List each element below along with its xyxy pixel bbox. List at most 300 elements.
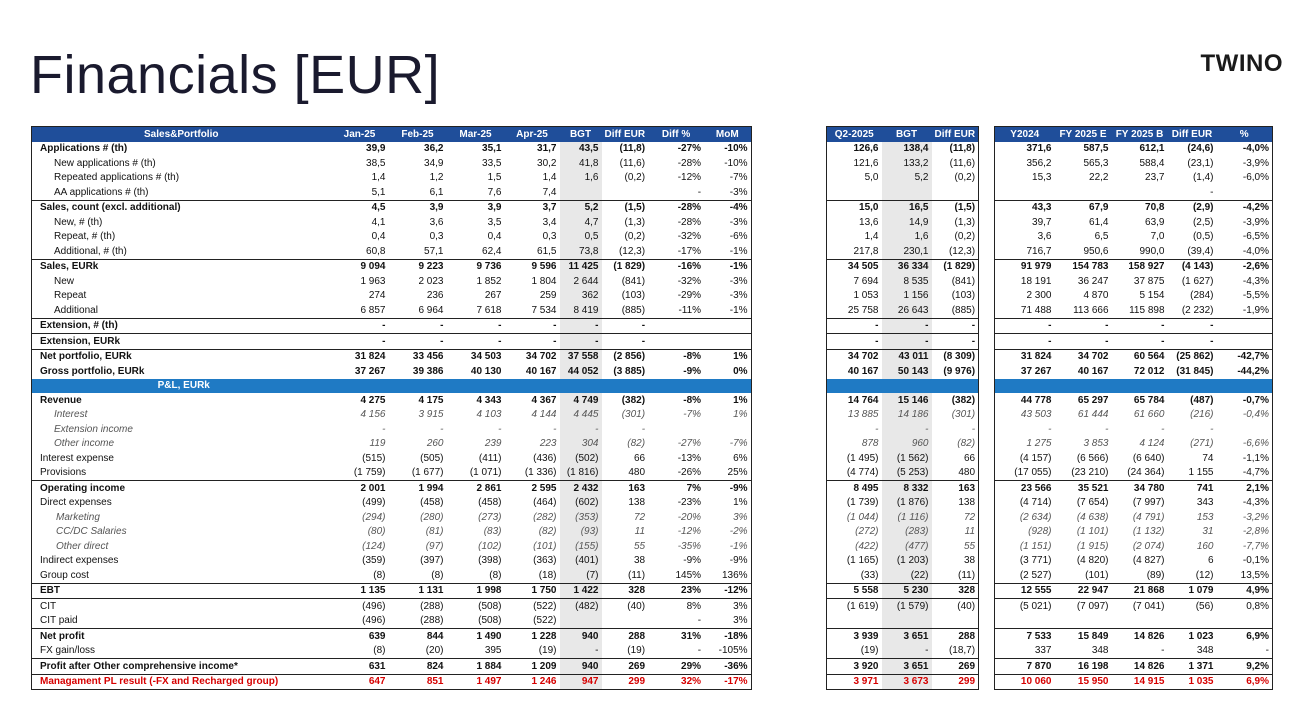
table-cell: 15 950 xyxy=(1055,674,1112,690)
table-cell: 356,2 xyxy=(1026,157,1052,169)
table-cell: -3,9% xyxy=(1242,157,1269,169)
table-cell: (5 021) xyxy=(995,599,1055,614)
table-cell: 7 618 xyxy=(476,304,502,316)
table-cell: 39,9 xyxy=(366,143,386,155)
table-cell: (602) xyxy=(560,496,602,511)
table-cell: (17 055) xyxy=(1014,467,1052,479)
table-cell: (11,6) xyxy=(949,157,976,169)
table-cell: 1% xyxy=(733,497,748,509)
table-row xyxy=(827,629,979,644)
table-cell: (382) xyxy=(951,394,976,406)
table-cell: (280) xyxy=(420,511,444,523)
table-cell: (80) xyxy=(367,526,386,538)
table-cell: (928) xyxy=(1028,526,1052,538)
table-cell xyxy=(932,185,979,200)
table-cell xyxy=(1112,379,1168,394)
table-cell xyxy=(602,614,649,629)
table-cell: 138 xyxy=(958,497,976,509)
table-cell: (101) xyxy=(533,540,557,552)
table-cell: - xyxy=(882,318,932,334)
table-row xyxy=(32,422,752,437)
table-cell: (885) xyxy=(621,304,646,316)
table-cell: 1 209 xyxy=(505,659,560,675)
table-cell: 2 300 xyxy=(1026,290,1052,302)
table-cell: 55 xyxy=(633,540,646,552)
table-cell: 267 xyxy=(484,290,502,302)
table-cell xyxy=(882,614,932,629)
table-cell: -10% xyxy=(724,143,748,155)
table-cell: 44 778 xyxy=(1020,394,1052,406)
table-cell: 9,2% xyxy=(1217,659,1273,675)
table-cell: 133,2 xyxy=(882,156,932,171)
table-row xyxy=(827,437,979,452)
table-cell: (522) xyxy=(533,615,557,627)
table-cell: 1,2 xyxy=(429,172,444,184)
table-cell: - xyxy=(505,318,560,334)
table-cell: (1,3) xyxy=(954,216,976,228)
table-cell: 223 xyxy=(539,438,557,450)
table-cell: (273) xyxy=(478,511,502,523)
table-cell: 40 130 xyxy=(470,365,502,377)
table-cell: 1 131 xyxy=(389,583,447,599)
table-row xyxy=(995,496,1273,511)
table-cell: 239 xyxy=(484,438,502,450)
table-cell: 8 332 xyxy=(882,481,932,496)
table-cell: (101) xyxy=(1085,569,1109,581)
table-cell: 1,4 xyxy=(371,172,386,184)
table-cell: 6 xyxy=(1207,555,1214,567)
table-cell: -9% xyxy=(729,555,748,567)
table-cell: (11,8) xyxy=(619,143,646,155)
table-cell: - xyxy=(932,318,979,334)
table-cell: 3 920 xyxy=(827,659,882,675)
table-cell: 230,1 xyxy=(882,244,932,259)
table-cell: -3% xyxy=(729,186,748,198)
row-label: New, # (th) xyxy=(54,216,103,228)
table-cell: 5,2 xyxy=(560,200,602,215)
table-row xyxy=(827,599,979,614)
table-cell: (4 774) xyxy=(846,467,879,479)
table-cell: (487) xyxy=(1190,394,1214,406)
t3-col-header: FY 2025 B xyxy=(1112,127,1168,142)
table-cell: -4,3% xyxy=(1242,497,1269,509)
table-cell: (22) xyxy=(882,568,932,583)
table-row xyxy=(827,303,979,318)
table-row xyxy=(32,599,752,614)
table-cell: -9% xyxy=(704,481,751,496)
table-cell: 14 826 xyxy=(1112,659,1168,675)
table-cell: 0,5 xyxy=(560,230,602,245)
table-cell: 647 xyxy=(331,674,389,690)
table-cell xyxy=(995,185,1055,200)
table-cell: (23 210) xyxy=(1071,467,1109,479)
table-cell: 72 xyxy=(963,511,976,523)
table-cell: -5,5% xyxy=(1242,290,1269,302)
table-cell xyxy=(1217,614,1273,629)
table-cell: 5,0 xyxy=(864,172,879,184)
table-cell xyxy=(648,334,704,350)
table-cell: 160 xyxy=(1196,540,1214,552)
table-cell: 348 xyxy=(1196,645,1214,657)
table-cell: 3,5 xyxy=(487,216,502,228)
table-cell: 8% xyxy=(648,599,704,614)
table-row xyxy=(32,156,752,171)
table-cell: (19) xyxy=(627,645,646,657)
table-cell: 115 898 xyxy=(1129,304,1165,316)
table-cell xyxy=(1112,185,1168,200)
table-cell: (12,3) xyxy=(948,245,976,257)
table-cell: -42,7% xyxy=(1217,349,1273,364)
table-cell: 1% xyxy=(704,349,751,364)
table-cell: 274 xyxy=(368,290,386,302)
table-cell: (397) xyxy=(420,555,444,567)
table-cell: -44,2% xyxy=(1237,365,1269,377)
table-cell: (8) xyxy=(489,569,502,581)
table-cell xyxy=(560,614,602,629)
table-cell: (1 579) xyxy=(882,599,932,614)
table-cell: 3,6 xyxy=(1037,231,1052,243)
company-logo: TWINO xyxy=(1200,50,1283,77)
table-cell: -12% xyxy=(677,526,702,538)
table-cell: 72 012 xyxy=(1133,365,1165,377)
table-cell: 65 784 xyxy=(1133,394,1165,406)
table-cell: (103) xyxy=(951,290,976,302)
row-label: FX gain/loss xyxy=(40,645,96,657)
table-cell: (411) xyxy=(478,452,502,464)
table-row xyxy=(827,364,979,379)
t1-col-header: Diff % xyxy=(648,127,704,142)
t1-col-header: Jan-25 xyxy=(331,127,389,142)
table-cell: 9 596 xyxy=(505,259,560,274)
table-cell: - xyxy=(447,334,505,350)
table-cell: 35 521 xyxy=(1055,481,1112,496)
table-row xyxy=(995,481,1273,496)
table-cell: 13,5% xyxy=(1240,569,1269,581)
table-row xyxy=(827,451,979,466)
table-cell: 1,4 xyxy=(864,231,879,243)
table-cell: 299 xyxy=(932,674,979,690)
table-cell: - xyxy=(331,334,389,350)
table-cell: - xyxy=(560,422,602,437)
table-cell: 2 001 xyxy=(331,481,389,496)
table-cell: 41,8 xyxy=(560,156,602,171)
table-cell: (359) xyxy=(362,555,386,567)
table-cell: -4,7% xyxy=(1242,467,1269,479)
table-cell: 1 275 xyxy=(1026,438,1052,450)
row-label: EBT xyxy=(32,583,331,599)
table-row xyxy=(32,200,752,215)
table-row xyxy=(995,659,1273,675)
table-cell: (7 654) xyxy=(1076,497,1109,509)
row-label: Marketing xyxy=(56,511,100,523)
table-cell: 2 595 xyxy=(505,481,560,496)
table-cell: - xyxy=(882,334,932,350)
t3-col-header: FY 2025 E xyxy=(1055,127,1112,142)
table-row xyxy=(995,644,1273,659)
table-cell: (31 845) xyxy=(1176,365,1214,377)
table-cell: 138 xyxy=(628,497,646,509)
table-cell: 3,9 xyxy=(389,200,447,215)
table-cell: 1 750 xyxy=(505,583,560,599)
table-cell: (496) xyxy=(331,599,389,614)
table-cell: -4% xyxy=(704,200,751,215)
quarter-header-row xyxy=(827,127,979,142)
table-cell: 38 xyxy=(963,555,976,567)
table-cell: 5 154 xyxy=(1139,290,1165,302)
row-label: AA applications # (th) xyxy=(54,186,149,198)
table-cell: -7% xyxy=(729,172,748,184)
row-label: Interest xyxy=(54,409,88,421)
table-cell: 3,7 xyxy=(505,200,560,215)
table-cell: -9% xyxy=(683,555,702,567)
table-row xyxy=(32,614,752,629)
table-row xyxy=(32,185,752,200)
table-cell: - xyxy=(1048,423,1052,435)
table-cell: 66 xyxy=(633,452,646,464)
table-cell: 9 094 xyxy=(331,259,389,274)
table-cell: - xyxy=(560,334,602,350)
t1-col-header: BGT xyxy=(560,127,602,142)
table-cell: 72 xyxy=(633,511,646,523)
table-row xyxy=(995,259,1273,274)
table-cell xyxy=(882,185,932,200)
table-cell: 11 xyxy=(964,526,976,538)
table-cell: (272) xyxy=(855,526,879,538)
table-cell: (1 876) xyxy=(882,496,932,511)
table-cell: -26% xyxy=(677,467,702,479)
table-cell: 163 xyxy=(932,481,979,496)
table-cell: 639 xyxy=(331,629,389,644)
row-label: Gross portfolio, EURk xyxy=(40,365,145,377)
table-cell: (7 097) xyxy=(1055,599,1112,614)
table-row xyxy=(827,230,979,245)
table-row xyxy=(827,259,979,274)
table-row xyxy=(827,274,979,289)
table-cell: -23% xyxy=(677,497,702,509)
table-cell: 6,1 xyxy=(429,186,444,198)
table-cell: (1 627) xyxy=(1181,275,1214,287)
table-cell: (1 759) xyxy=(353,467,386,479)
table-cell: 4,5 xyxy=(331,200,389,215)
table-cell: 65 297 xyxy=(1077,394,1109,406)
table-cell xyxy=(704,379,751,394)
row-label: Indirect expenses xyxy=(40,555,119,567)
table-cell: 6% xyxy=(733,452,748,464)
table-cell xyxy=(602,379,649,394)
table-cell: -36% xyxy=(704,659,751,675)
table-cell: 1,6 xyxy=(560,171,602,186)
table-cell: 57,1 xyxy=(424,245,444,257)
table-row xyxy=(32,629,752,644)
table-row xyxy=(32,318,752,334)
row-label: Managament PL result (-FX and Recharged group) xyxy=(32,674,331,690)
table-cell: 12 555 xyxy=(995,583,1055,599)
table-cell: 9 223 xyxy=(389,259,447,274)
table-cell: 960 xyxy=(882,437,932,452)
table-cell: 3,6 xyxy=(429,216,444,228)
table-cell: -1% xyxy=(729,304,748,316)
table-cell: - xyxy=(1105,423,1109,435)
table-cell: - xyxy=(932,334,979,350)
table-cell xyxy=(1217,318,1273,334)
table-cell: 25 758 xyxy=(847,304,879,316)
table-cell: - xyxy=(331,318,389,334)
table-cell: 741 xyxy=(1168,481,1217,496)
table-cell xyxy=(704,318,751,334)
table-cell: 119 xyxy=(369,438,386,450)
t3-col-header: Diff EUR xyxy=(1168,127,1217,142)
table-cell xyxy=(1217,422,1273,437)
row-label: Sales, count (excl. additional) xyxy=(32,200,331,215)
table-cell: 126,6 xyxy=(853,143,879,155)
table-row xyxy=(995,185,1273,200)
table-cell: (82) xyxy=(957,438,976,450)
table-cell: 60 564 xyxy=(1112,349,1168,364)
table-cell: 4 156 xyxy=(360,409,386,421)
table-cell: (82) xyxy=(538,526,557,538)
table-cell: - xyxy=(382,423,386,435)
table-cell: (12) xyxy=(1195,569,1214,581)
table-cell: 1 228 xyxy=(505,629,560,644)
table-cell: 23% xyxy=(648,583,704,599)
row-label: Repeated applications # (th) xyxy=(54,172,180,184)
table-cell: 7,4 xyxy=(542,186,557,198)
table-cell: - xyxy=(505,334,560,350)
table-cell: -0,4% xyxy=(1242,409,1269,421)
table-cell: 34 503 xyxy=(447,349,505,364)
table-cell: 36,2 xyxy=(424,143,444,155)
table-cell: (24,6) xyxy=(1187,143,1214,155)
table-cell: (4 820) xyxy=(1076,555,1109,567)
table-cell: 328 xyxy=(602,583,649,599)
table-row xyxy=(827,393,979,408)
table-cell: - xyxy=(389,318,447,334)
table-cell: -4,0% xyxy=(1242,143,1269,155)
table-cell: 4 445 xyxy=(560,408,602,423)
yearly-table xyxy=(994,126,1273,690)
table-cell: (1 336) xyxy=(524,467,557,479)
table-cell: -3,9% xyxy=(1242,216,1269,228)
table-cell: 1% xyxy=(733,394,748,406)
table-cell: - xyxy=(827,334,882,350)
table-cell: 18 191 xyxy=(1020,275,1052,287)
table-cell: - xyxy=(1055,318,1112,334)
table-row xyxy=(995,568,1273,583)
table-row xyxy=(32,303,752,318)
table-row xyxy=(827,171,979,186)
table-row xyxy=(827,525,979,540)
table-cell: 74 xyxy=(1202,452,1214,464)
table-row xyxy=(827,215,979,230)
table-row xyxy=(995,200,1273,215)
table-cell: (7 997) xyxy=(1132,497,1165,509)
table-cell: - xyxy=(827,318,882,334)
table-cell: 1 852 xyxy=(476,275,502,287)
table-row xyxy=(995,349,1273,364)
row-label: Other income xyxy=(54,438,115,450)
table-cell: 480 xyxy=(628,467,646,479)
table-row xyxy=(827,200,979,215)
table-cell: 8 419 xyxy=(560,303,602,318)
table-cell: 23,7 xyxy=(1145,172,1165,184)
table-cell: 7 534 xyxy=(531,304,557,316)
table-row xyxy=(827,674,979,690)
table-cell: 7 870 xyxy=(995,659,1055,675)
table-cell: (5 253) xyxy=(882,466,932,481)
table-cell: (11,8) xyxy=(949,143,976,155)
table-cell: -4,0% xyxy=(1242,245,1269,257)
table-cell: 3% xyxy=(733,615,748,627)
table-cell: 2,1% xyxy=(1217,481,1273,496)
table-cell: -3% xyxy=(729,290,748,302)
t3-col-header: Y2024 xyxy=(995,127,1055,142)
table-cell: 3,4 xyxy=(542,216,557,228)
table-row xyxy=(32,349,752,364)
table-cell: -4,3% xyxy=(1242,275,1269,287)
table-cell: -1,9% xyxy=(1242,304,1269,316)
table-cell: 343 xyxy=(1196,497,1214,509)
row-label: Applications # (th) xyxy=(40,143,128,155)
table-cell: 39 386 xyxy=(412,365,444,377)
row-label: CIT xyxy=(32,599,331,614)
table-cell: 14 186 xyxy=(882,408,932,423)
table-cell: 61 444 xyxy=(1077,409,1109,421)
table-cell: 480 xyxy=(958,467,976,479)
t2-col-header: Diff EUR xyxy=(932,127,979,142)
table-cell: 4 144 xyxy=(531,409,557,421)
table-cell: 31% xyxy=(648,629,704,644)
table-row xyxy=(32,583,752,599)
table-cell: 3% xyxy=(733,511,748,523)
table-cell: 163 xyxy=(602,481,649,496)
table-cell: -0,7% xyxy=(1242,394,1269,406)
table-cell: (7 041) xyxy=(1112,599,1168,614)
table-cell: 13 885 xyxy=(847,409,879,421)
table-cell: 1% xyxy=(733,409,748,421)
table-cell: 588,4 xyxy=(1139,157,1165,169)
table-cell: 14 915 xyxy=(1112,674,1168,690)
table-cell xyxy=(447,379,505,394)
table-row xyxy=(995,156,1273,171)
table-row xyxy=(995,230,1273,245)
table-cell: 70,8 xyxy=(1112,200,1168,215)
table-cell: (477) xyxy=(882,539,932,554)
table-cell: - xyxy=(440,423,444,435)
table-cell: 3 673 xyxy=(882,674,932,690)
table-cell: -0,1% xyxy=(1242,555,1269,567)
table-cell: -16% xyxy=(648,259,704,274)
table-cell: (97) xyxy=(425,540,444,552)
table-cell: 1 155 xyxy=(1188,467,1214,479)
table-row xyxy=(827,349,979,364)
table-cell: 565,3 xyxy=(1083,157,1109,169)
table-cell: (282) xyxy=(533,511,557,523)
table-cell: 7% xyxy=(648,481,704,496)
table-cell: (458) xyxy=(420,497,444,509)
table-row xyxy=(32,510,752,525)
row-label: Extension income xyxy=(54,423,133,435)
table-cell: 0,8% xyxy=(1217,599,1273,614)
table-cell: 217,8 xyxy=(853,245,879,257)
table-row xyxy=(995,629,1273,644)
table-cell xyxy=(1112,614,1168,629)
table-row xyxy=(827,539,979,554)
table-row xyxy=(32,393,752,408)
table-cell: - xyxy=(995,318,1055,334)
table-row xyxy=(32,674,752,690)
table-cell: 34 702 xyxy=(505,349,560,364)
table-cell: -17% xyxy=(677,245,702,257)
